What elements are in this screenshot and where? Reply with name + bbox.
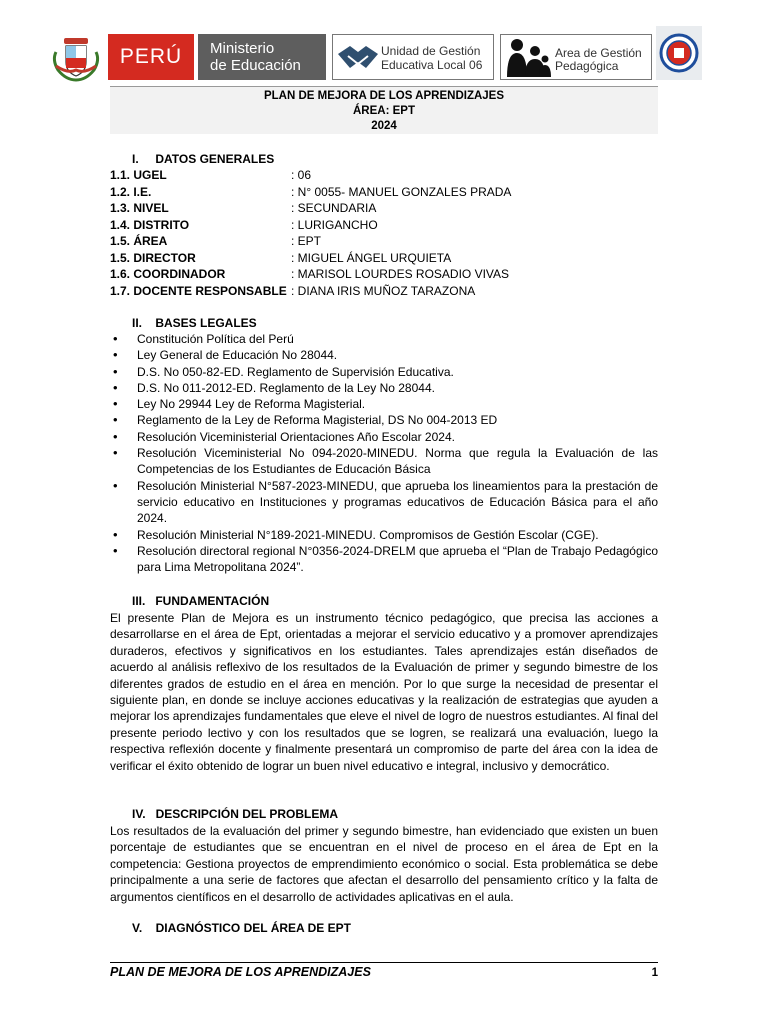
datos-value: : MIGUEL ÁNGEL URQUIETA (291, 250, 452, 265)
datos-value: : SECUNDARIA (291, 201, 377, 215)
section-heading-fundamentacion: III. FUNDAMENTACIÓN (132, 594, 270, 608)
list-item: • Ley General de Educación No 28044. (110, 347, 658, 363)
title-line3: 2024 (371, 120, 397, 132)
datos-label: 1.3. NIVEL (110, 201, 169, 215)
datos-value: : MARISOL LOURDES ROSADIO VIVAS (291, 267, 510, 281)
datos-row (110, 184, 670, 201)
family-silhouette-icon (503, 37, 551, 77)
list-item: • Constitución Política del Perú (110, 331, 658, 347)
bases-legales-list (110, 331, 658, 575)
agp-line1: Area de Gestión (555, 46, 642, 60)
datos-generales-list (110, 167, 670, 299)
list-item: • Ley No 29944 Ley de Reforma Magisterial. (110, 396, 658, 412)
ministerio-logo (198, 34, 326, 80)
section-heading-datos-generales: I. DATOS GENERALES (132, 152, 275, 166)
datos-label: 1.1. UGEL (110, 168, 167, 182)
footer-divider (110, 962, 658, 963)
section-heading-descripcion-problema: IV. DESCRIPCIÓN DEL PROBLEMA (132, 807, 339, 821)
list-item: • Resolución Viceministerial Orientaciones Año Escolar 2024. (110, 429, 658, 445)
ugel-logo (332, 34, 494, 80)
datos-row (110, 167, 670, 184)
descripcion-problema-paragraph: Los resultados de la evaluación del primer y segundo bimestre, han evidenciado que existen un buen porcentaje de estudiantes que se encuentran en el nivel de proceso en el área de Ept en la competencia: Gestiona proyectos de emprendimiento económico o social. Esta problemática se debe principalmente a una serie de factores que afectan el desarrollo del pensamiento crítico y la falta de argumentos científicos en el desarrollo de actividades aplicativas en el aula. (110, 824, 658, 904)
datos-value: : LURIGANCHO (291, 217, 378, 232)
datos-row (110, 217, 670, 234)
ministerio-line1: Ministerio (210, 40, 275, 57)
peru-logo (108, 34, 194, 80)
datos-value: : N° 0055- MANUEL GONZALES PRADA (291, 184, 512, 199)
ugel-line2: Educativa Local 06 (381, 58, 483, 72)
datos-row (110, 250, 670, 267)
list-item: • Resolución Viceministerial No 094-2020-MINEDU. Norma que regula la Evaluación de las Competencias de los Estudiantes de Educación Básica (110, 445, 658, 478)
datos-label: 1.2. I.E. (110, 184, 152, 199)
datos-row (110, 200, 670, 217)
fundamentacion-paragraph: El presente Plan de Mejora es un instrumento técnico pedagógico, que precisa las acciones a desarrollarse en el área de Ept, orientadas a mejorar el servicio educativo y a promover aprendizajes duraderos, efectivos y significativos en los estudiantes. Tales aprendizajes están diseñados de acuerdo al análisis reflexivo de los resultados de la Evaluación de primer y segundo bimestre de los diferentes grados de estudio en el área en mención. Por lo que surge la necesidad de presentar el siguiente plan, en donde se incluye acciones educativas y la realización de estrategias que ayuden a mejorar los aprendizajes fundamentales que eleve el nivel de logro de nuestros estudiantes. Al final del presente periodo lectivo y con los resultados que se logren, se realizará una evaluación, luego la respectiva reflexión docente y finalmente presentará un compromiso de parte del área con la idea de verificar el éxito obtenido de lograr un buen nivel educativo e integral, inclusivo y democrático. (110, 611, 658, 773)
list-item: • Reglamento de la Ley de Reforma Magisterial, DS No 004-2013 ED (110, 412, 658, 428)
list-item: • Resolución directoral regional N°0356-2024-DRELM que aprueba el “Plan de Trabajo Pedagógico para Lima Metropolitana 2024”. (110, 543, 658, 576)
datos-label: 1.5. ÁREA (110, 234, 168, 248)
section-heading-bases-legales: II. BASES LEGALES (132, 316, 257, 330)
area-gestion-logo (500, 34, 652, 80)
list-item: • Resolución Ministerial N°189-2021-MINEDU. Compromisos de Gestión Escolar (CGE). (110, 527, 658, 543)
list-item: • Resolución Ministerial N°587-2023-MINEDU, que aprueba los lineamientos para la prestación de servicio educativo en Instituciones y programas educativos de Educación Básica para el año 2024. (110, 478, 658, 527)
title-line2: ÁREA: EPT (353, 105, 415, 117)
datos-value: : DIANA IRIS MUÑOZ TARAZONA (291, 283, 476, 298)
datos-row (110, 283, 670, 300)
ugel-line1: Unidad de Gestión (381, 44, 481, 58)
school-seal-icon (656, 26, 702, 80)
section-heading-diagnostico: V. DIAGNÓSTICO DEL ÁREA DE EPT (132, 921, 351, 935)
datos-value: : EPT (291, 234, 322, 248)
page-number: 1 (651, 967, 658, 979)
datos-label: 1.7. DOCENTE RESPONSABLE (110, 283, 287, 298)
ministerio-line2: de Educación (210, 57, 301, 74)
footer-title: PLAN DE MEJORA DE LOS APRENDIZAJES (110, 965, 371, 979)
peru-shield-icon (48, 30, 104, 86)
datos-label: 1.6. COORDINADOR (110, 267, 226, 281)
datos-value: : 06 (291, 168, 312, 182)
peru-label: PERÚ (119, 45, 183, 68)
list-item: • D.S. No 011-2012-ED. Reglamento de la Ley No 28044. (110, 380, 658, 396)
datos-row (110, 266, 670, 283)
datos-label: 1.4. DISTRITO (110, 217, 190, 232)
ugel-handshake-icon (336, 40, 380, 76)
list-item: • D.S. No 050-82-ED. Reglamento de Supervisión Educativa. (110, 364, 658, 380)
title-line1: PLAN DE MEJORA DE LOS APRENDIZAJES (263, 90, 505, 102)
datos-label: 1.5. DIRECTOR (110, 250, 196, 265)
agp-line2: Pedagógica (555, 59, 619, 73)
document-title (110, 86, 658, 134)
datos-row (110, 233, 670, 250)
